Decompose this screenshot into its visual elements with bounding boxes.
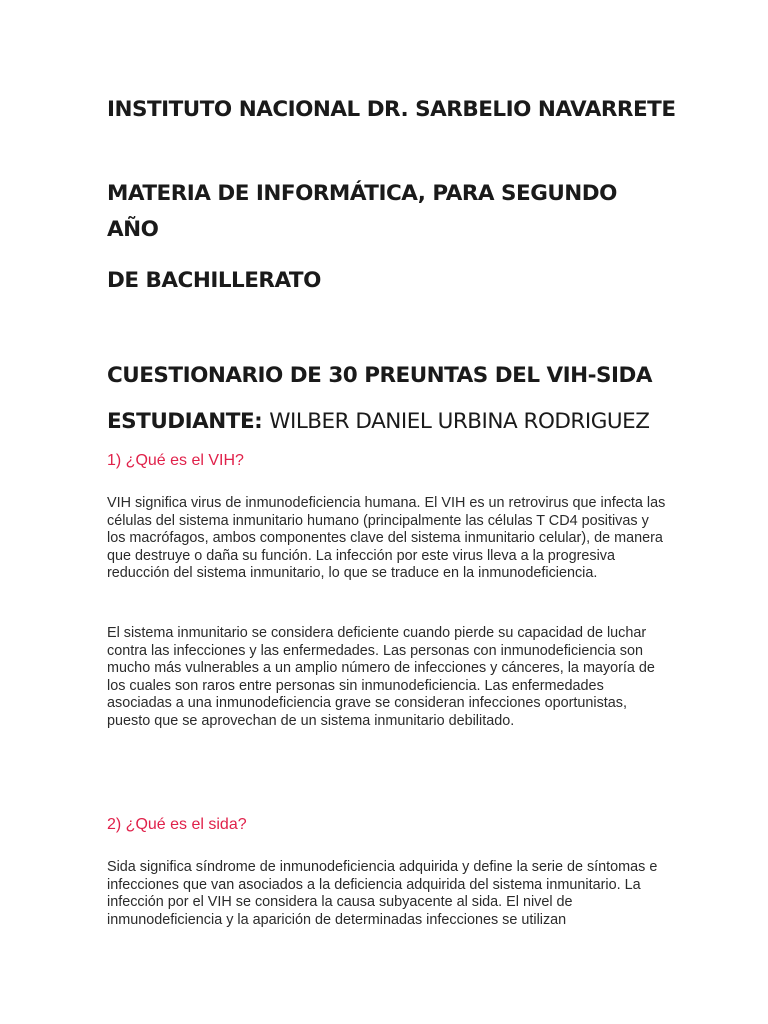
question-1-paragraph-1: VIH significa virus de inmunodeficiencia humana. El VIH es un retrovirus que infecta las células del sistema inmunitario humano (principalmente las células T CD4 positivas y los macrófagos, ambos componentes clave del sistema inmunitario celular), de manera que destruye o daña su función. La infección por este virus lleva a la progresiva reducción del sistema inmunitario, lo que se traduce en la inmunodeficiencia.: [107, 495, 666, 582]
student-label: ESTUDIANTE:: [107, 409, 263, 434]
questionnaire-title-text: CUESTIONARIO DE 30 PREUNTAS DEL VIH-SIDA: [107, 363, 653, 388]
questionnaire-title: [107, 358, 652, 394]
institution-text: INSTITUTO NACIONAL DR. SARBELIO NAVARRETE: [107, 97, 676, 122]
student-name: WILBER DANIEL URBINA RODRIGUEZ: [269, 409, 650, 434]
question-1-paragraph-2: El sistema inmunitario se considera deficiente cuando pierde su capacidad de luchar contra las infecciones y las enfermedades. Las personas con inmunodeficiencia son mucho más vulnerables a un amplio número de infecciones y cánceres, la mayoría de los cuales son raros entre personas sin inmunodeficiencia. Las enfermedades asociadas a una inmunodeficiencia grave se consideran infecciones oportunistas, puesto que se aprovechan de un sistema inmunitario debilitado.: [107, 625, 655, 729]
subject-heading: [107, 176, 667, 248]
level-text: DE BACHILLERATO: [107, 268, 321, 293]
student-line: [107, 404, 649, 440]
level-heading: [107, 263, 321, 299]
question-2-heading: 2) ¿Qué es el sida?: [107, 816, 247, 833]
institution-heading: [107, 92, 697, 128]
question-1-heading: 1) ¿Qué es el VIH?: [107, 452, 244, 469]
question-2-paragraph-1: Sida significa síndrome de inmunodeficiencia adquirida y define la serie de síntomas e infecciones que van asociados a la deficiencia adquirida del sistema inmunitario. La infección por el VIH se considera la causa subyacente al sida. El nivel de inmunodeficiencia y la aparición de determinadas infecciones se utilizan: [107, 859, 658, 928]
subject-text: MATERIA DE INFORMÁTICA, PARA SEGUNDO AÑO: [107, 181, 617, 242]
